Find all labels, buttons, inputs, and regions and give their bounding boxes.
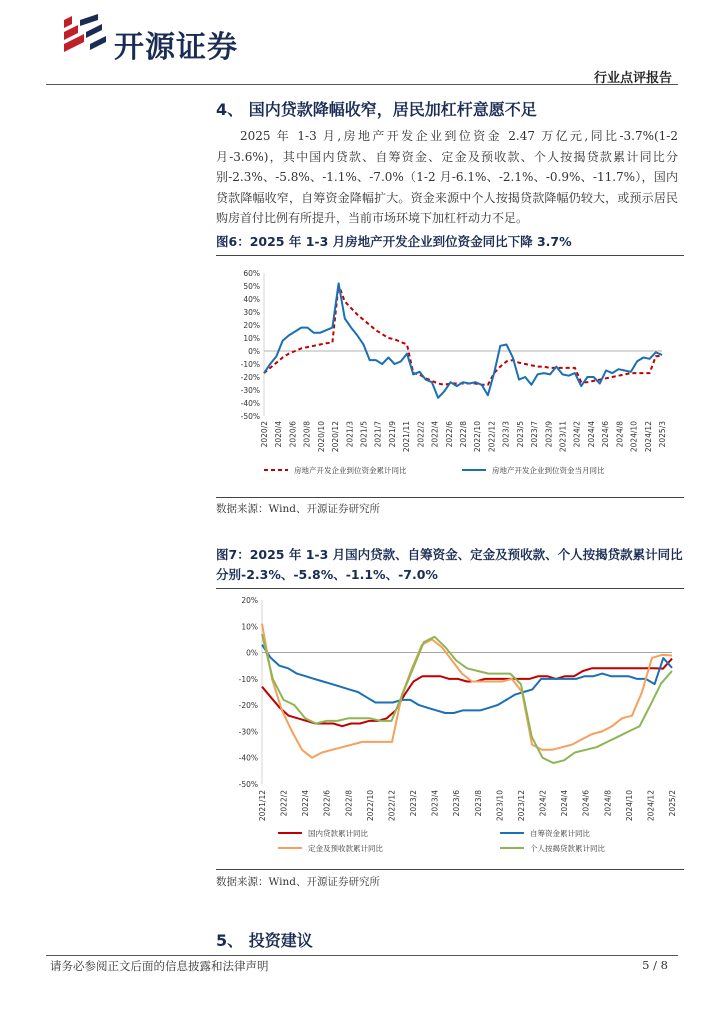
x-tick-label: 2025/2	[668, 790, 677, 817]
x-tick-label: 2021/11	[402, 421, 412, 453]
y-tick-label: -20%	[238, 701, 258, 711]
x-tick-label: 2021/9	[387, 421, 397, 448]
y-tick-label: 0%	[248, 347, 260, 356]
logo-mark-icon	[64, 14, 106, 52]
x-tick-label: 2020/8	[302, 421, 312, 448]
figure-7-source: 数据来源：Wind、开源证券研究所	[216, 876, 380, 888]
x-tick-label: 2024/8	[603, 790, 613, 817]
x-tick-label: 2024/2	[572, 421, 582, 448]
y-tick-label: -10%	[238, 674, 258, 684]
legend-label: 房地产开发企业到位资金当月同比	[492, 466, 605, 475]
x-tick-label: 2024/12	[646, 790, 656, 822]
x-tick-label: 2022/4	[430, 421, 440, 448]
section-5-title: 5、 投资建议	[216, 931, 313, 950]
y-tick-label: 60%	[243, 269, 260, 278]
y-tick-label: 20%	[243, 321, 260, 330]
figure-7-bottom-line	[216, 869, 684, 870]
x-tick-label: 2022/6	[322, 790, 332, 817]
legend-label: 国内贷款累计同比	[308, 829, 368, 838]
x-tick-label: 2021/12	[258, 790, 267, 822]
x-tick-label: 2023/10	[495, 790, 505, 822]
figure-6-title: 图6：2025 年 1-3 月房地产开发企业到位资金同比下降 3.7%	[216, 234, 572, 249]
x-tick-label: 2022/2	[416, 421, 426, 448]
x-tick-label: 2022/10	[365, 790, 375, 822]
x-tick-label: 2023/9	[544, 421, 554, 448]
x-tick-label: 2024/4	[560, 790, 570, 817]
x-tick-label: 2020/10	[316, 421, 326, 453]
x-tick-label: 2024/10	[629, 421, 639, 453]
x-tick-label: 2020/2	[260, 421, 269, 448]
x-tick-label: 2024/6	[581, 790, 591, 817]
footer-divider	[46, 955, 678, 956]
report-type: 行业点评报告	[593, 71, 672, 86]
x-tick-label: 2023/2	[409, 790, 419, 817]
y-tick-label: 30%	[243, 308, 260, 317]
x-tick-label: 2024/6	[601, 421, 611, 448]
legend-label: 个人按揭贷款累计同比	[530, 844, 605, 853]
y-tick-label: -10%	[240, 360, 260, 369]
x-tick-label: 2021/5	[359, 421, 369, 448]
x-tick-label: 2025/3	[658, 421, 667, 448]
legend-label: 定金及预收款累计同比	[308, 844, 383, 853]
series-line	[262, 645, 672, 713]
x-tick-label: 2023/7	[530, 421, 540, 448]
section-4-title: 4、 国内贷款降幅收窄，居民加杠杆意愿不足	[216, 100, 537, 119]
series-line	[262, 624, 672, 758]
legend-label: 房地产开发企业到位资金累计同比	[294, 466, 407, 475]
y-tick-label: -20%	[240, 373, 260, 382]
x-tick-label: 2022/6	[444, 421, 454, 448]
x-tick-label: 2022/12	[387, 790, 397, 822]
page-number: 5 / 8	[642, 958, 668, 972]
x-tick-label: 2024/2	[538, 790, 548, 817]
figure-7-chart	[216, 590, 682, 866]
x-tick-label: 2023/6	[452, 790, 462, 817]
series-line	[262, 634, 672, 763]
y-tick-label: 40%	[243, 295, 260, 304]
series-line	[264, 285, 662, 385]
figure-6-top-line	[216, 255, 684, 256]
x-tick-label: 2024/4	[586, 421, 596, 448]
figure-6-bottom-line	[216, 497, 684, 498]
x-tick-label: 2020/6	[288, 421, 298, 448]
x-tick-label: 2022/10	[473, 421, 483, 453]
company-name: 开源证券	[114, 30, 238, 65]
y-tick-label: 0%	[246, 648, 258, 658]
x-tick-label: 2021/3	[345, 421, 355, 448]
x-tick-label: 2022/12	[487, 421, 497, 453]
series-line	[264, 283, 662, 397]
footer-disclaimer: 请务必参阅正文后面的信息披露和法律声明	[50, 959, 269, 973]
x-tick-label: 2020/12	[331, 421, 341, 453]
section-4-text: 2025 年 1-3 月,房地产开发企业到位资金 2.47 万亿元,同比-3.7%(1-2 月-3.6%)，其中国内贷款、自筹资金、定金及预收款、个人按揭贷款累计同比分别-2.3%、-5.8%、-1.1%、-7.0%（1-2 月-6.1%、-2.1%、-0.9%、-11.7%），国内贷款降幅收窄，自筹资金降幅扩大。资金来源中个人按揭贷款降幅仍较大，或预示居民购房首付比例有所提升，当前市场环境下加杠杆动力不足。	[216, 129, 678, 225]
x-tick-label: 2023/11	[558, 421, 568, 453]
x-tick-label: 2024/12	[643, 421, 653, 453]
x-tick-label: 2022/8	[344, 790, 354, 817]
y-tick-label: -50%	[240, 412, 260, 421]
section-4-paragraph	[216, 126, 678, 229]
figure-7-title: 图7：2025 年 1-3 月国内贷款、自筹资金、定金及预收款、个人按揭贷款累计同比分别-2.3%、-5.8%、-1.1%、-7.0%	[216, 547, 683, 582]
y-tick-label: -30%	[238, 727, 258, 737]
x-tick-label: 2023/5	[515, 421, 525, 448]
y-tick-label: 10%	[243, 334, 260, 343]
y-tick-label: -40%	[238, 753, 258, 763]
figure-6-source: 数据来源：Wind、开源证券研究所	[216, 503, 380, 515]
y-tick-label: 50%	[243, 282, 260, 291]
y-tick-label: 20%	[241, 596, 258, 605]
legend-label: 自筹资金累计同比	[530, 829, 590, 838]
x-tick-label: 2024/10	[624, 790, 634, 822]
header-divider	[46, 84, 678, 85]
x-tick-label: 2022/4	[301, 790, 311, 817]
x-tick-label: 2021/7	[373, 421, 383, 448]
x-tick-label: 2023/4	[430, 790, 440, 817]
x-tick-label: 2022/8	[459, 421, 468, 448]
y-tick-label: -50%	[238, 780, 258, 789]
figure-6-chart	[216, 258, 682, 492]
x-tick-label: 2023/3	[501, 421, 511, 448]
x-tick-label: 2024/8	[615, 421, 625, 448]
x-tick-label: 2023/12	[516, 790, 526, 822]
y-tick-label: -40%	[240, 399, 260, 408]
x-tick-label: 2020/4	[274, 421, 284, 448]
y-tick-label: -30%	[240, 386, 260, 395]
y-tick-label: 10%	[241, 622, 258, 632]
x-tick-label: 2022/2	[279, 790, 289, 817]
figure-7-top-line	[216, 588, 684, 589]
x-tick-label: 2023/8	[473, 790, 483, 817]
